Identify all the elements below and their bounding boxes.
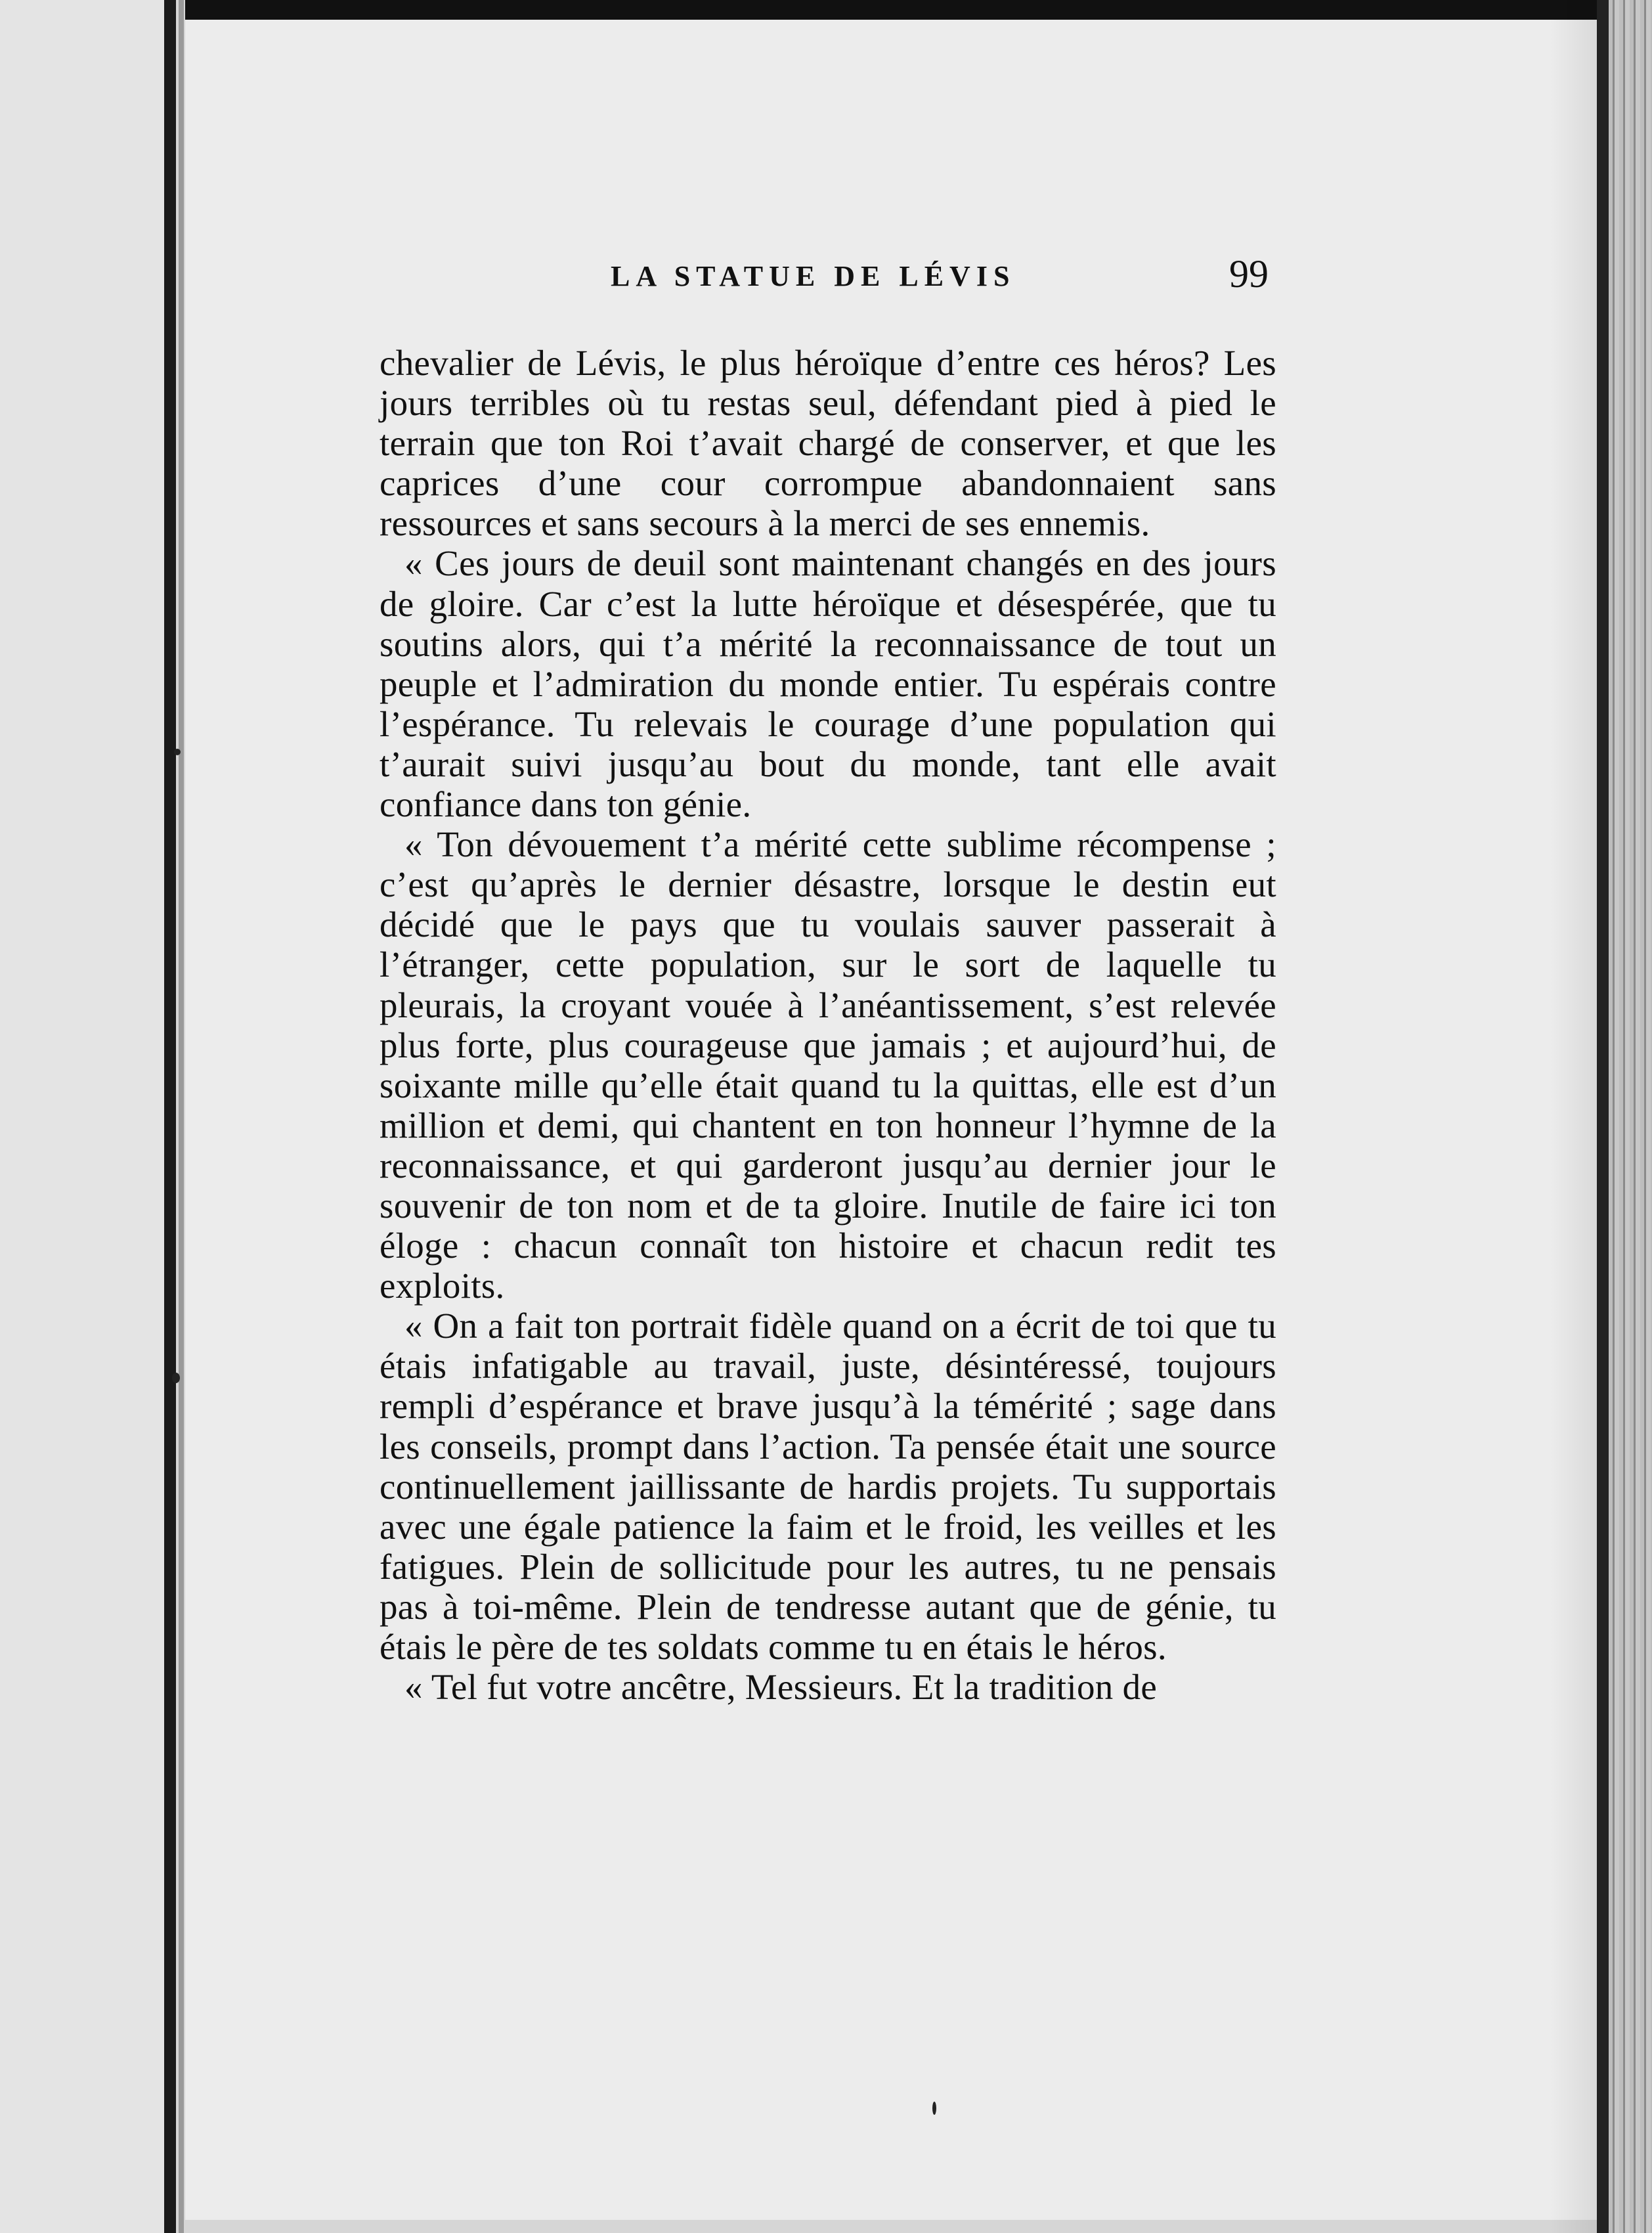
- paragraph: « Tel fut votre ancêtre, Messieurs. Et la tradition de: [404, 1667, 1158, 1708]
- page-number: 99: [1229, 252, 1269, 296]
- facing-page-edge: [0, 0, 167, 2233]
- paragraph: « Ces jours de deuil sont maintenant changés en des jours de gloire. Car c’est la lutte héroïque et désespérée, que tu soutins alors, qui t’a mérité la reconnaissance de tout un peuple et l’admiration du monde entier. Tu espérais contre l’espérance. Tu relevais le courage d’une population qui t’aurait suivi jusqu’au bout du monde, tant elle avait confiance dans ton génie.: [380, 543, 1276, 825]
- paragraph: chevalier de Lévis, le plus héroïque d’entre ces héros? Les jours terribles où tu restas seul, défendant pied à pied le terrain que ton Roi t’avait chargé de conserver, et que les caprices d’une cour corrompue abandonnaient sans ressources et sans secours à la merci de ses ennemis.: [380, 343, 1276, 544]
- binding-edge: [179, 0, 184, 2233]
- body-text: [380, 343, 1276, 1707]
- scan-speck: [932, 2102, 936, 2115]
- scan-speck: [172, 1373, 180, 1383]
- paragraph: « Ton dévouement t’a mérité cette sublime récompense ; c’est qu’après le dernier désastre, lorsque le destin eut décidé que le pays que tu voulais sauver passerait à l’étranger, cette population, sur le sort de laquelle tu pleurais, la croyant vouée à l’anéantissement, s’est relevée plus forte, plus courageuse que jamais ; et aujourd’hui, de soixante mille qu’elle était quand tu la quittas, elle est d’un million et demi, qui chantent en ton honneur l’hymne de la reconnaissance, et qui garderont jusqu’au dernier jour le souvenir de ton nom et de ta gloire. Inutile de faire ici ton éloge : chacun connaît ton histoire et chacun redit tes exploits.: [380, 824, 1276, 1306]
- running-title: LA STATUE DE LÉVIS: [611, 260, 1016, 292]
- page-right-edge: [1597, 0, 1609, 2233]
- page-stack-edges: [1609, 0, 1652, 2233]
- top-scan-border: [185, 0, 1603, 20]
- page-shadow: [1550, 0, 1597, 2233]
- paragraph: « On a fait ton portrait fidèle quand on a écrit de toi que tu étais infatigable au travail, juste, désintéressé, toujours rempli d’espérance et brave jusqu’à la témérité ; sage dans les conseils, prompt dans l’action. Ta pensée était une source continuellement jaillissante de hardis projets. Tu supportais avec une égale patience la faim et le froid, les veilles et les fatigues. Plein de sollicitude pour les autres, tu ne pensais pas à toi-même. Plein de tendresse autant que de génie, tu étais le père de tes soldats comme tu en étais le héros.: [380, 1306, 1276, 1667]
- scan-speck: [174, 749, 181, 755]
- binding-shadow: [164, 0, 176, 2233]
